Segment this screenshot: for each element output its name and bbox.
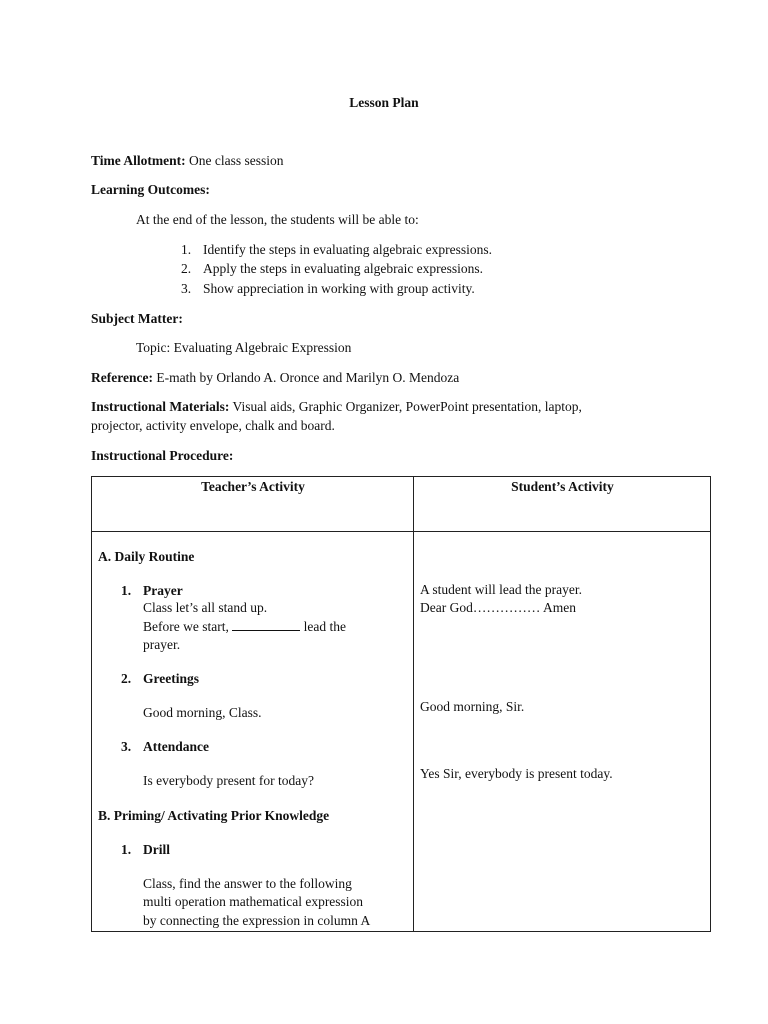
prayer-line-2 bbox=[143, 618, 346, 636]
attendance-number: 3. bbox=[121, 739, 132, 754]
prayer-line-2a: Before we start, bbox=[143, 619, 229, 634]
teacher-activity-cell bbox=[92, 532, 414, 932]
subject-matter-label: Subject Matter: bbox=[91, 311, 183, 326]
procedure-label: Instructional Procedure: bbox=[91, 448, 234, 463]
outcome-text: Apply the steps in evaluating algebraic expressions. bbox=[203, 261, 484, 276]
prayer-line-2b: lead the bbox=[303, 619, 346, 634]
table-header-row bbox=[92, 477, 711, 532]
section-daily-routine: A. Daily Routine bbox=[98, 549, 195, 564]
teacher-header-cell bbox=[92, 477, 414, 532]
materials-label: Instructional Materials: bbox=[91, 399, 230, 414]
greetings-title: Greetings bbox=[143, 671, 199, 686]
learning-outcomes-intro: At the end of the lesson, the students will be able to: bbox=[136, 212, 419, 227]
prayer-line-1: Class let’s all stand up. bbox=[143, 600, 268, 615]
procedure-table bbox=[91, 476, 711, 932]
student-greeting: Good morning, Sir. bbox=[420, 699, 525, 714]
table-body-row bbox=[92, 532, 711, 932]
attendance-title: Attendance bbox=[143, 739, 209, 754]
learning-outcomes-label: Learning Outcomes: bbox=[91, 182, 210, 197]
attendance-text: Is everybody present for today? bbox=[143, 773, 314, 788]
student-header: Student’s Activity bbox=[511, 479, 614, 494]
time-allotment bbox=[91, 152, 284, 170]
outcome-item-2 bbox=[181, 260, 483, 278]
subject-topic: Topic: Evaluating Algebraic Expression bbox=[136, 340, 352, 355]
student-header-cell bbox=[414, 477, 711, 532]
drill-line-1: Class, find the answer to the following bbox=[143, 876, 352, 891]
materials-line-2: projector, activity envelope, chalk and board. bbox=[91, 418, 335, 433]
drill-line-2: multi operation mathematical expression bbox=[143, 894, 364, 909]
teacher-header: Teacher’s Activity bbox=[201, 479, 305, 494]
outcome-number: 3. bbox=[181, 281, 192, 296]
reference-value: E-math by Orlando A. Oronce and Marilyn O. Mendoza bbox=[156, 370, 460, 385]
outcome-item-1 bbox=[181, 241, 492, 259]
time-allotment-value: One class session bbox=[189, 153, 284, 168]
outcome-text: Show appreciation in working with group activity. bbox=[203, 281, 475, 296]
drill-title: Drill bbox=[143, 842, 170, 857]
time-allotment-label: Time Allotment: bbox=[91, 153, 186, 168]
prayer-number: 1. bbox=[121, 583, 132, 598]
student-prayer-1: A student will lead the prayer. bbox=[420, 582, 582, 597]
prayer-title: Prayer bbox=[143, 583, 183, 598]
outcome-number: 2. bbox=[181, 261, 192, 276]
student-prayer-2: Dear God…………… Amen bbox=[420, 600, 576, 615]
greetings-number: 2. bbox=[121, 671, 132, 686]
outcome-text: Identify the steps in evaluating algebraic expressions. bbox=[203, 242, 493, 257]
drill-number: 1. bbox=[121, 842, 132, 857]
outcome-item-3 bbox=[181, 280, 475, 298]
student-activity-cell bbox=[414, 532, 711, 932]
materials-line-1 bbox=[91, 398, 582, 416]
page-title: Lesson Plan bbox=[349, 95, 419, 110]
student-attendance: Yes Sir, everybody is present today. bbox=[420, 766, 613, 781]
drill-line-3: by connecting the expression in column A bbox=[143, 913, 371, 928]
name-blank-line bbox=[232, 618, 300, 631]
prayer-line-3: prayer. bbox=[143, 637, 181, 652]
reference-label: Reference: bbox=[91, 370, 153, 385]
reference bbox=[91, 369, 459, 387]
materials-value: Visual aids, Graphic Organizer, PowerPoint presentation, laptop, bbox=[232, 399, 582, 414]
section-priming: B. Priming/ Activating Prior Knowledge bbox=[98, 808, 330, 823]
greetings-text: Good morning, Class. bbox=[143, 705, 262, 720]
outcome-number: 1. bbox=[181, 242, 192, 257]
